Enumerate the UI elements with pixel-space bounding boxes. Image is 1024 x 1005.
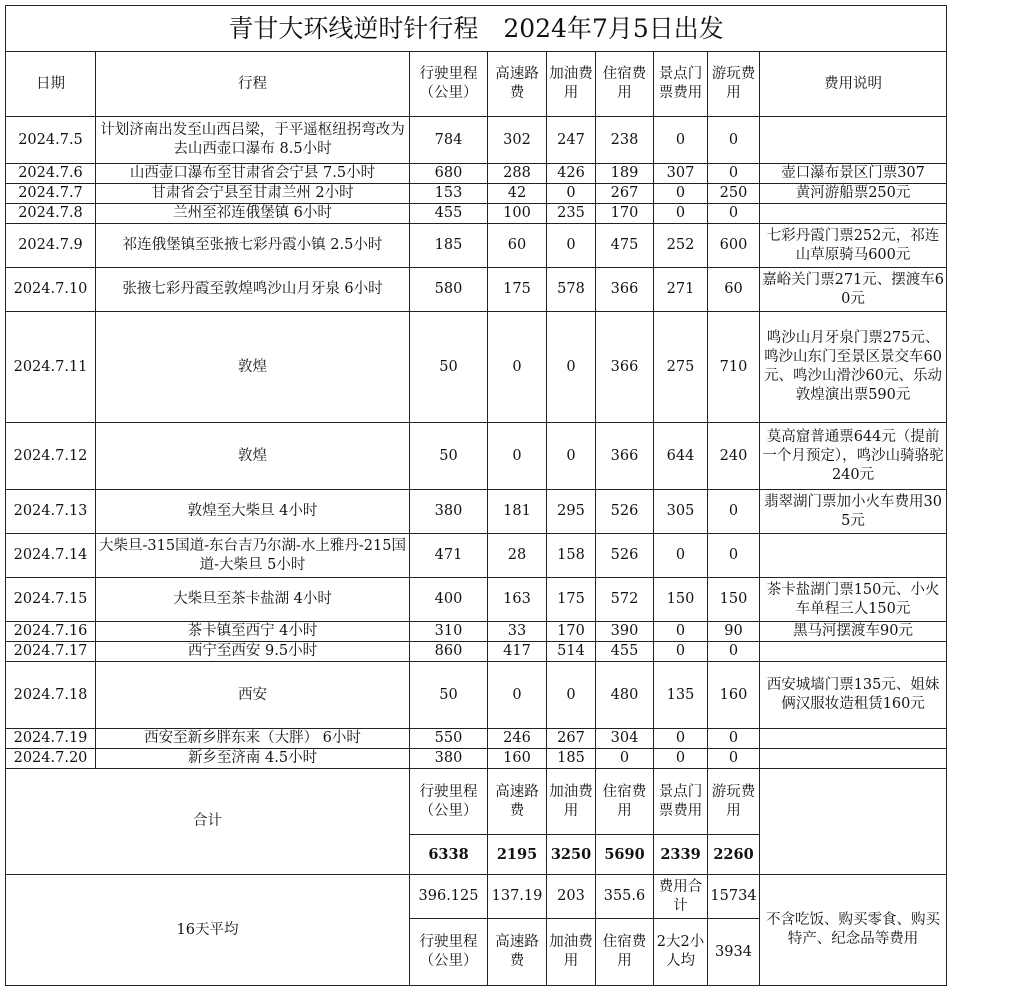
average-header-toll: 高速路费 — [488, 919, 547, 986]
cell-ticket: 0 — [654, 622, 708, 642]
cell-play: 0 — [708, 534, 760, 578]
itinerary-table — [5, 5, 947, 986]
cell-ticket: 252 — [654, 224, 708, 268]
total-header-distance: 行驶里程（公里） — [410, 769, 488, 835]
cell-fuel: 426 — [547, 164, 596, 184]
cell-route: 兰州至祁连俄堡镇 6小时 — [96, 204, 410, 224]
cell-route: 新乡至济南 4.5小时 — [96, 749, 410, 769]
average-label: 16天平均 — [6, 875, 410, 986]
cell-note: 黑马河摆渡车90元 — [760, 622, 947, 642]
cell-fuel: 247 — [547, 117, 596, 164]
average-sum-label: 费用合计 — [654, 875, 708, 919]
cell-date: 2024.7.17 — [6, 642, 96, 662]
average-distance: 396.125 — [410, 875, 488, 919]
cell-toll: 42 — [488, 184, 547, 204]
cell-play: 0 — [708, 164, 760, 184]
cell-hotel: 238 — [596, 117, 654, 164]
cell-note — [760, 204, 947, 224]
table-row — [6, 622, 947, 642]
cell-play: 160 — [708, 662, 760, 729]
cell-toll: 288 — [488, 164, 547, 184]
table-row — [6, 642, 947, 662]
table-row — [6, 117, 947, 164]
cell-hotel: 526 — [596, 534, 654, 578]
cell-play: 90 — [708, 622, 760, 642]
cell-hotel: 366 — [596, 268, 654, 312]
cell-fuel: 267 — [547, 729, 596, 749]
table-row — [6, 184, 947, 204]
cell-fuel: 0 — [547, 224, 596, 268]
total-ticket: 2339 — [654, 835, 708, 875]
cell-ticket: 275 — [654, 312, 708, 423]
cell-fuel: 235 — [547, 204, 596, 224]
cell-fuel: 185 — [547, 749, 596, 769]
cell-distance: 380 — [410, 749, 488, 769]
cell-toll: 181 — [488, 490, 547, 534]
cell-fuel: 295 — [547, 490, 596, 534]
cell-note: 鸣沙山月牙泉门票275元、鸣沙山东门至景区景交车60元、鸣沙山滑沙60元、乐动敦煌演出票590元 — [760, 312, 947, 423]
cell-fuel: 0 — [547, 423, 596, 490]
cell-hotel: 0 — [596, 749, 654, 769]
cell-note: 翡翠湖门票加小火车费用305元 — [760, 490, 947, 534]
cell-route: 甘肃省会宁县至甘肃兰州 2小时 — [96, 184, 410, 204]
table-row — [6, 534, 947, 578]
total-distance: 6338 — [410, 835, 488, 875]
cell-play: 0 — [708, 117, 760, 164]
cell-ticket: 307 — [654, 164, 708, 184]
cell-distance: 153 — [410, 184, 488, 204]
cell-hotel: 390 — [596, 622, 654, 642]
total-header-row — [6, 769, 947, 835]
average-header-fuel: 加油费用 — [547, 919, 596, 986]
average-header-hotel: 住宿费用 — [596, 919, 654, 986]
average-fuel: 203 — [547, 875, 596, 919]
total-header-play: 游玩费用 — [708, 769, 760, 835]
cell-date: 2024.7.15 — [6, 578, 96, 622]
cell-ticket: 305 — [654, 490, 708, 534]
cell-ticket: 0 — [654, 204, 708, 224]
cell-distance: 400 — [410, 578, 488, 622]
cell-distance: 860 — [410, 642, 488, 662]
cell-fuel: 0 — [547, 312, 596, 423]
total-play: 2260 — [708, 835, 760, 875]
cell-ticket: 0 — [654, 184, 708, 204]
cell-note: 七彩丹霞门票252元，祁连山草原骑马600元 — [760, 224, 947, 268]
header-date: 日期 — [6, 52, 96, 117]
cell-fuel: 170 — [547, 622, 596, 642]
cell-hotel: 304 — [596, 729, 654, 749]
cell-note: 壶口瀑布景区门票307 — [760, 164, 947, 184]
cell-play: 250 — [708, 184, 760, 204]
table-row — [6, 224, 947, 268]
cell-hotel: 455 — [596, 642, 654, 662]
cell-route: 茶卡镇至西宁 4小时 — [96, 622, 410, 642]
cell-distance: 380 — [410, 490, 488, 534]
table-row — [6, 268, 947, 312]
cell-route: 计划济南出发至山西吕梁，于平遥枢纽拐弯改为去山西壶口瀑布 8.5小时 — [96, 117, 410, 164]
cell-play: 150 — [708, 578, 760, 622]
cell-fuel: 175 — [547, 578, 596, 622]
cell-note: 黄河游船票250元 — [760, 184, 947, 204]
cell-fuel: 0 — [547, 662, 596, 729]
cell-distance: 550 — [410, 729, 488, 749]
cell-route: 大柴旦-315国道-东台吉乃尔湖-水上雅丹-215国道-大柴旦 5小时 — [96, 534, 410, 578]
cell-date: 2024.7.20 — [6, 749, 96, 769]
cell-fuel: 158 — [547, 534, 596, 578]
cell-route: 敦煌至大柴旦 4小时 — [96, 490, 410, 534]
table-row — [6, 312, 947, 423]
total-note-empty — [760, 769, 947, 875]
cell-hotel: 572 — [596, 578, 654, 622]
cell-ticket: 0 — [654, 117, 708, 164]
cell-route: 张掖七彩丹霞至敦煌鸣沙山月牙泉 6小时 — [96, 268, 410, 312]
cell-hotel: 526 — [596, 490, 654, 534]
cell-play: 60 — [708, 268, 760, 312]
table-row — [6, 164, 947, 184]
cell-note — [760, 729, 947, 749]
table-row — [6, 578, 947, 622]
header-fuel: 加油费用 — [547, 52, 596, 117]
cell-date: 2024.7.8 — [6, 204, 96, 224]
cell-note: 茶卡盐湖门票150元、小火车单程三人150元 — [760, 578, 947, 622]
cell-fuel: 514 — [547, 642, 596, 662]
cell-toll: 175 — [488, 268, 547, 312]
header-note: 费用说明 — [760, 52, 947, 117]
cell-play: 240 — [708, 423, 760, 490]
cell-play: 600 — [708, 224, 760, 268]
cell-fuel: 0 — [547, 184, 596, 204]
cell-date: 2024.7.5 — [6, 117, 96, 164]
cell-ticket: 0 — [654, 642, 708, 662]
cell-toll: 163 — [488, 578, 547, 622]
average-note: 不含吃饭、购买零食、购买特产、纪念品等费用 — [760, 875, 947, 986]
cell-distance: 310 — [410, 622, 488, 642]
cell-distance: 50 — [410, 662, 488, 729]
cell-date: 2024.7.16 — [6, 622, 96, 642]
average-per-value: 3934 — [708, 919, 760, 986]
cell-ticket: 0 — [654, 749, 708, 769]
cell-distance: 185 — [410, 224, 488, 268]
total-fuel: 3250 — [547, 835, 596, 875]
cell-hotel: 366 — [596, 312, 654, 423]
cell-route: 西宁至西安 9.5小时 — [96, 642, 410, 662]
header-hotel: 住宿费用 — [596, 52, 654, 117]
cell-date: 2024.7.7 — [6, 184, 96, 204]
cell-play: 0 — [708, 490, 760, 534]
cell-date: 2024.7.10 — [6, 268, 96, 312]
cell-date: 2024.7.13 — [6, 490, 96, 534]
cell-route: 祁连俄堡镇至张掖七彩丹霞小镇 2.5小时 — [96, 224, 410, 268]
sheet-title: 青甘大环线逆时针行程 2024年7月5日出发 — [6, 6, 947, 52]
table-row — [6, 423, 947, 490]
table-row — [6, 749, 947, 769]
cell-ticket: 644 — [654, 423, 708, 490]
cell-hotel: 189 — [596, 164, 654, 184]
cell-hotel: 366 — [596, 423, 654, 490]
cell-note: 西安城墙门票135元、姐妹俩汉服妆造租赁160元 — [760, 662, 947, 729]
cell-route: 山西壶口瀑布至甘肃省会宁县 7.5小时 — [96, 164, 410, 184]
header-distance: 行驶里程（公里） — [410, 52, 488, 117]
total-toll: 2195 — [488, 835, 547, 875]
cell-hotel: 480 — [596, 662, 654, 729]
table-row — [6, 204, 947, 224]
cell-play: 710 — [708, 312, 760, 423]
cell-distance: 455 — [410, 204, 488, 224]
average-toll: 137.19 — [488, 875, 547, 919]
cell-note — [760, 534, 947, 578]
cell-date: 2024.7.9 — [6, 224, 96, 268]
cell-route: 敦煌 — [96, 423, 410, 490]
cell-hotel: 475 — [596, 224, 654, 268]
table-row — [6, 490, 947, 534]
cell-play: 0 — [708, 642, 760, 662]
cell-date: 2024.7.18 — [6, 662, 96, 729]
header-route: 行程 — [96, 52, 410, 117]
header-ticket: 景点门票费用 — [654, 52, 708, 117]
cell-fuel: 578 — [547, 268, 596, 312]
cell-play: 0 — [708, 749, 760, 769]
cell-toll: 302 — [488, 117, 547, 164]
average-header-distance: 行驶里程（公里） — [410, 919, 488, 986]
cell-toll: 0 — [488, 312, 547, 423]
cell-ticket: 0 — [654, 729, 708, 749]
cell-toll: 0 — [488, 423, 547, 490]
cell-note — [760, 642, 947, 662]
cell-hotel: 267 — [596, 184, 654, 204]
average-values-row — [6, 875, 947, 919]
cell-route: 大柴旦至茶卡盐湖 4小时 — [96, 578, 410, 622]
cell-hotel: 170 — [596, 204, 654, 224]
header-toll: 高速路费 — [488, 52, 547, 117]
cell-ticket: 271 — [654, 268, 708, 312]
cell-distance: 784 — [410, 117, 488, 164]
average-sum-value: 15734 — [708, 875, 760, 919]
cell-date: 2024.7.12 — [6, 423, 96, 490]
cell-note — [760, 117, 947, 164]
cell-play: 0 — [708, 204, 760, 224]
cell-toll: 246 — [488, 729, 547, 749]
total-header-toll: 高速路费 — [488, 769, 547, 835]
cell-play: 0 — [708, 729, 760, 749]
cell-date: 2024.7.6 — [6, 164, 96, 184]
cell-route: 西安 — [96, 662, 410, 729]
total-header-ticket: 景点门票费用 — [654, 769, 708, 835]
cell-toll: 417 — [488, 642, 547, 662]
average-per-label: 2大2小人均 — [654, 919, 708, 986]
cell-date: 2024.7.19 — [6, 729, 96, 749]
cell-ticket: 0 — [654, 534, 708, 578]
cell-distance: 580 — [410, 268, 488, 312]
cell-distance: 50 — [410, 423, 488, 490]
header-play: 游玩费用 — [708, 52, 760, 117]
average-hotel: 355.6 — [596, 875, 654, 919]
cell-route: 西安至新乡胖东来（大胖） 6小时 — [96, 729, 410, 749]
cell-toll: 0 — [488, 662, 547, 729]
cell-toll: 100 — [488, 204, 547, 224]
cell-ticket: 135 — [654, 662, 708, 729]
cell-toll: 160 — [488, 749, 547, 769]
cell-toll: 33 — [488, 622, 547, 642]
cell-ticket: 150 — [654, 578, 708, 622]
cell-distance: 680 — [410, 164, 488, 184]
total-label: 合计 — [6, 769, 410, 875]
total-header-hotel: 住宿费用 — [596, 769, 654, 835]
cell-note — [760, 749, 947, 769]
cell-date: 2024.7.14 — [6, 534, 96, 578]
table-row — [6, 662, 947, 729]
cell-note: 莫高窟普通票644元（提前一个月预定），鸣沙山骑骆驼240元 — [760, 423, 947, 490]
cell-toll: 60 — [488, 224, 547, 268]
total-hotel: 5690 — [596, 835, 654, 875]
cell-distance: 50 — [410, 312, 488, 423]
table-row — [6, 729, 947, 749]
cell-route: 敦煌 — [96, 312, 410, 423]
cell-toll: 28 — [488, 534, 547, 578]
total-header-fuel: 加油费用 — [547, 769, 596, 835]
cell-distance: 471 — [410, 534, 488, 578]
cell-date: 2024.7.11 — [6, 312, 96, 423]
cell-note: 嘉峪关门票271元、摆渡车60元 — [760, 268, 947, 312]
